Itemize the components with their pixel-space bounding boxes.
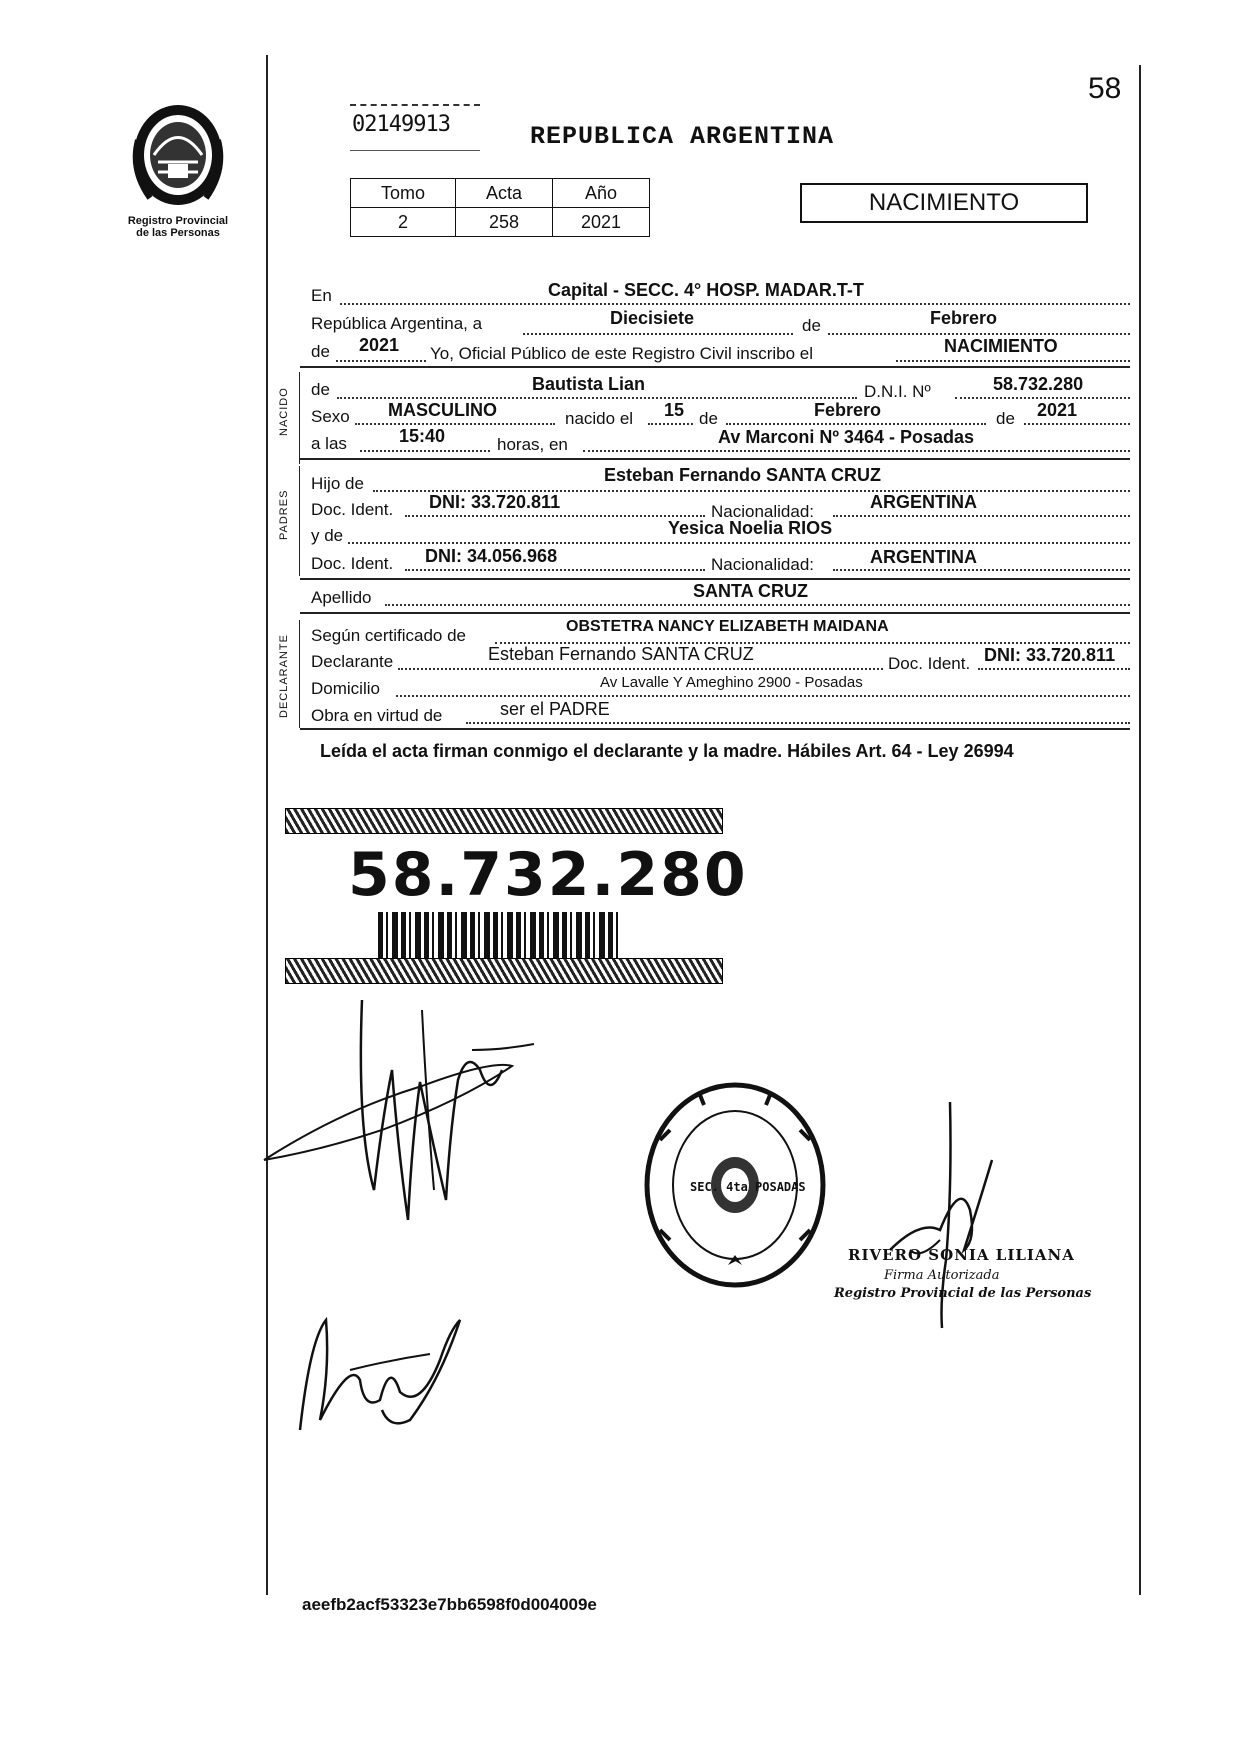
value-nombre: Bautista Lian — [532, 374, 646, 394]
value-hora: 15:40 — [399, 426, 446, 446]
declarant-signature — [262, 990, 542, 1230]
label-doc-ident-1: Doc. Ident. — [311, 500, 394, 519]
dots-domicilio — [396, 695, 1130, 697]
dni-stamp: 58.732.280 — [348, 840, 748, 910]
value-anio: 2021 — [359, 335, 400, 355]
dots-tipo — [896, 360, 1130, 362]
dots-dia-nac — [648, 423, 693, 425]
value-sexo: MASCULINO — [388, 400, 497, 420]
serial-number: 02149913 — [352, 112, 450, 137]
label-apellido: Apellido — [311, 588, 372, 607]
page-number: 58 — [1088, 72, 1122, 105]
label-doc-ident-3: Doc. Ident. — [888, 654, 971, 673]
dots-hora — [360, 450, 490, 452]
dots-anio-nac — [1024, 423, 1130, 425]
label-segun-cert: Según certificado de — [311, 626, 466, 645]
value-declarante: Esteban Fernando SANTA CRUZ — [488, 644, 754, 664]
record-header-anio: Año — [553, 179, 650, 208]
label-nacido-el: nacido el — [565, 409, 634, 428]
value-obra-virtud: ser el PADRE — [500, 699, 610, 719]
divider-2 — [300, 458, 1130, 460]
dots-sexo — [355, 423, 555, 425]
label-de-nombre: de — [311, 380, 330, 399]
official-name: RIVERO SONIA LILIANA — [848, 1246, 1075, 1264]
legal-text: Leída el acta firman conmigo el declarante y la madre. Hábiles Art. 64 - Ley 26994 — [320, 741, 1014, 761]
value-lugar: Capital - SECC. 4° HOSP. MADAR.T-T — [548, 280, 864, 300]
record-type-box: NACIMIENTO — [800, 183, 1088, 223]
mother-signature — [290, 1300, 480, 1440]
value-padre: Esteban Fernando SANTA CRUZ — [604, 465, 882, 485]
right-margin-line — [1139, 65, 1141, 1595]
label-obra-virtud: Obra en virtud de — [311, 706, 443, 725]
dots-dni — [955, 397, 1130, 399]
value-dia-letras: Diecisiete — [610, 308, 695, 328]
value-anio-nac: 2021 — [1037, 400, 1078, 420]
security-band-top — [285, 808, 723, 834]
label-de-anio2: de — [996, 409, 1015, 428]
value-dni: 58.732.280 — [993, 374, 1084, 394]
value-dia-nac: 15 — [664, 400, 685, 420]
dots-anio — [336, 360, 426, 362]
value-lugar-nac: Av Marconi Nº 3464 - Posadas — [718, 427, 975, 447]
record-value-acta: 258 — [456, 208, 553, 237]
dots-nombre — [337, 397, 857, 399]
dots-mes — [828, 333, 1130, 335]
dots-dia — [523, 333, 793, 335]
label-de-dia: de — [699, 409, 718, 428]
dots-padre-dni — [405, 515, 705, 517]
label-a-las: a las — [311, 434, 347, 453]
label-declarante: Declarante — [311, 652, 394, 671]
serial-top-rule — [350, 104, 480, 106]
dots-apellido — [385, 604, 1130, 606]
section-label-padres: PADRES — [278, 489, 290, 540]
record-header-tomo: Tomo — [351, 179, 456, 208]
left-margin-line — [266, 55, 268, 1595]
document-title: REPUBLICA ARGENTINA — [530, 122, 835, 151]
divider-4 — [300, 612, 1130, 614]
divider-5 — [300, 728, 1130, 730]
dots-declarante — [398, 668, 883, 670]
value-tipo: NACIMIENTO — [944, 336, 1058, 356]
label-y-de: y de — [311, 526, 344, 545]
record-value-tomo: 2 — [351, 208, 456, 237]
label-republica: República Argentina, a — [311, 314, 483, 333]
label-nacionalidad-2: Nacionalidad: — [711, 555, 815, 574]
section-bar-padres — [299, 466, 300, 576]
dots-en — [340, 303, 1130, 305]
value-domicilio: Av Lavalle Y Ameghino 2900 - Posadas — [600, 674, 863, 691]
value-declarante-dni: DNI: 33.720.811 — [984, 645, 1116, 665]
record-header-acta: Acta — [456, 179, 553, 208]
official-org: Registro Provincial de las Personas — [834, 1286, 1092, 1301]
value-madre-dni: DNI: 34.056.968 — [425, 546, 558, 566]
value-mes-nac: Febrero — [814, 400, 882, 420]
dots-madre — [348, 542, 1130, 544]
section-bar-declarante — [299, 620, 300, 728]
divider-1 — [300, 366, 1130, 368]
serial-bottom-rule — [350, 150, 480, 151]
official-seal-inner-text: SEC. 4ta POSADAS — [690, 1180, 806, 1194]
document-hash: aeefb2acf53323e7bb6598f0d004009e — [302, 1595, 597, 1614]
section-label-declarante: DECLARANTE — [278, 634, 290, 718]
label-yo-oficial: Yo, Oficial Público de este Registro Civil inscribo el — [430, 344, 813, 363]
dots-madre-nac — [833, 569, 1130, 571]
label-hijo-de: Hijo de — [311, 474, 364, 493]
record-value-anio: 2021 — [553, 208, 650, 237]
registry-caption-1: Registro Provincial — [127, 215, 229, 227]
dots-obra-virtud — [466, 722, 1130, 724]
value-padre-nac: ARGENTINA — [870, 492, 977, 512]
value-padre-dni: DNI: 33.720.811 — [429, 492, 561, 512]
provincial-seal-icon — [128, 100, 228, 210]
dots-mes-nac — [726, 423, 986, 425]
official-role: Firma Autorizada — [884, 1268, 1000, 1283]
value-apellido: SANTA CRUZ — [693, 581, 808, 601]
record-table — [350, 178, 650, 237]
value-madre: Yesica Noelia RIOS — [668, 518, 833, 538]
dots-padre-nac — [833, 515, 1130, 517]
value-certificado: OBSTETRA NANCY ELIZABETH MAIDANA — [566, 618, 889, 635]
registry-caption-2: de las Personas — [136, 227, 220, 239]
label-horas-en: horas, en — [497, 435, 568, 454]
label-dni: D.N.I. Nº — [864, 382, 931, 401]
label-de-anio: de — [311, 342, 330, 361]
value-madre-nac: ARGENTINA — [870, 547, 977, 567]
label-de-mes: de — [802, 316, 821, 335]
value-mes: Febrero — [930, 308, 998, 328]
section-bar-nacido — [299, 372, 300, 464]
dots-madre-dni — [405, 569, 705, 571]
registry-logo — [118, 100, 238, 239]
label-sexo: Sexo — [311, 407, 350, 426]
security-band-bottom — [285, 958, 723, 984]
label-en: En — [311, 286, 332, 305]
label-domicilio: Domicilio — [311, 679, 380, 698]
dots-declarante-dni — [978, 668, 1130, 670]
divider-3 — [300, 578, 1130, 580]
dots-lugar-nac — [583, 450, 1130, 452]
label-doc-ident-2: Doc. Ident. — [311, 554, 394, 573]
dni-barcode — [378, 912, 618, 958]
label-nacionalidad-1: Nacionalidad: — [711, 502, 815, 521]
section-label-nacido: NACIDO — [278, 387, 290, 436]
